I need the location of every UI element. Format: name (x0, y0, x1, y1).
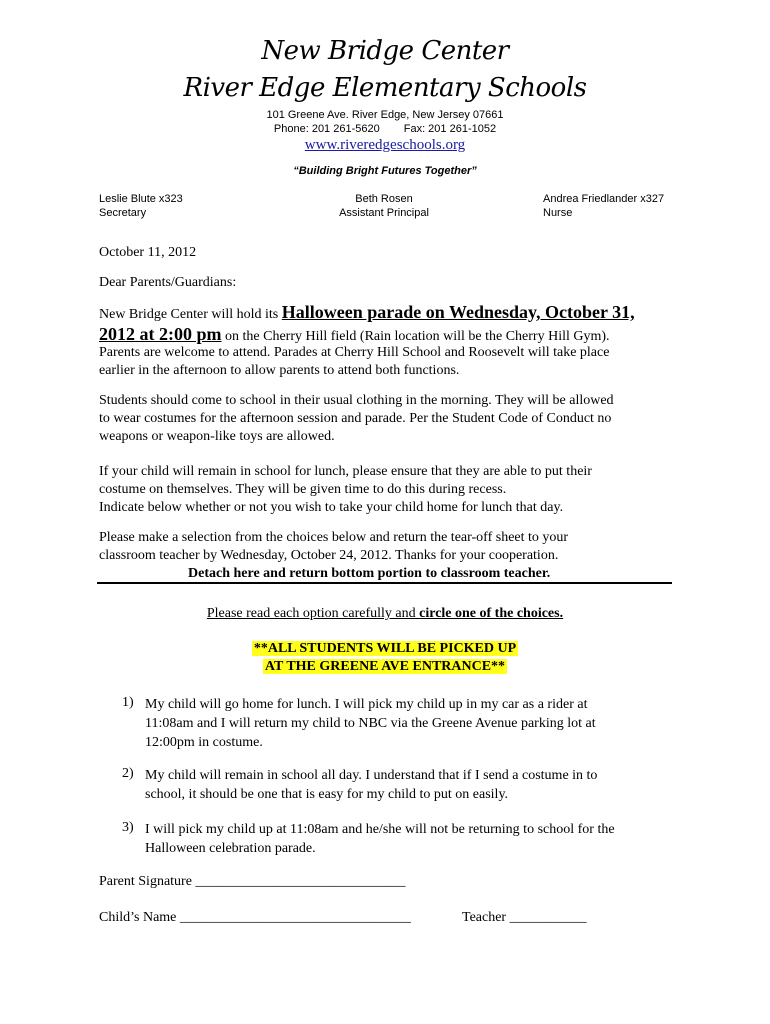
parade-date-highlight: Halloween parade on Wednesday, October 31, (281, 302, 635, 322)
school-district-heading: River Edge Elementary Schools (183, 73, 587, 103)
option-2-number: 2) (122, 766, 134, 781)
school-motto: “Building Bright Futures Together” (293, 165, 477, 177)
paragraph-1-line-3: Parents are welcome to attend. Parades at Cherry Hill School and Roosevelt will take place (99, 345, 610, 360)
tear-off-line (97, 582, 672, 584)
option-line: My child will remain in school all day. I understand that if I send a costume in to (145, 768, 598, 783)
fax-number: Fax: 201 261-1052 (403, 123, 497, 135)
letter-salutation: Dear Parents/Guardians: (99, 275, 237, 290)
option-line: My child will go home for lunch. I will pick my child up in my car as a rider at (145, 697, 588, 712)
parade-time-highlight: 2012 at 2:00 pm (99, 324, 222, 344)
pickup-notice-line-2 (0, 659, 770, 675)
paragraph-2-line-2: to wear costumes for the afternoon session and parade. Per the Student Code of Conduct no (99, 411, 612, 426)
paragraph-4-line-2: classroom teacher by Wednesday, October 24, 2012. Thanks for your cooperation. (99, 548, 559, 563)
child-name-field[interactable]: Child’s Name _________________________________ (99, 910, 411, 925)
paragraph-3-line-3: Indicate below whether or not you wish to take your child home for lunch that day. (99, 500, 564, 515)
paragraph-2-line-1: Students should come to school in their usual clothing in the morning. They will be allowed (99, 393, 614, 408)
option-line: 12:00pm in costume. (145, 735, 263, 750)
highlighted-text: AT THE GREENE AVE ENTRANCE** (264, 659, 506, 674)
option-line: Halloween celebration parade. (145, 841, 316, 856)
option-1-number: 1) (122, 695, 134, 710)
staff-role: Secretary (99, 207, 147, 219)
option-2-text[interactable] (145, 766, 597, 804)
contact-line (0, 123, 770, 135)
option-3-text[interactable] (145, 820, 615, 858)
staff-role: Assistant Principal (339, 207, 429, 219)
option-line: 11:08am and I will return my child to NBC via the Greene Avenue parking lot at (145, 716, 596, 731)
text-run: on the Cherry Hill field (Rain location will be the Cherry Hill Gym). (221, 329, 610, 344)
school-website-link[interactable]: www.riveredgeschools.org (304, 137, 466, 153)
paragraph-2-line-3: weapons or weapon-like toys are allowed. (99, 429, 335, 444)
highlighted-text: **ALL STUDENTS WILL BE PICKED UP (253, 641, 517, 656)
paragraph-1-line-4: earlier in the afternoon to allow parents to attend both functions. (99, 363, 460, 378)
paragraph-1-line-1 (99, 303, 635, 325)
letter-date: October 11, 2012 (99, 245, 197, 260)
option-3-number: 3) (122, 820, 134, 835)
option-1-text[interactable] (145, 695, 596, 752)
circle-choice-emphasis: circle one of the choices. (419, 606, 564, 621)
paragraph-3-line-2: costume on themselves. They will be given time to do this during recess. (99, 482, 507, 497)
option-line: school, it should be one that is easy for my child to put on easily. (145, 787, 509, 802)
staff-name: Beth Rosen (355, 193, 413, 205)
text-run: New Bridge Center will hold its (99, 307, 282, 322)
pickup-notice-line-1 (0, 641, 770, 657)
staff-name: Andrea Friedlander x327 (543, 193, 665, 205)
parent-signature-field[interactable]: Parent Signature ______________________________ (99, 874, 406, 889)
staff-nurse (543, 192, 664, 220)
paragraph-3-line-1: If your child will remain in school for lunch, please ensure that they are able to put their (99, 464, 592, 479)
option-line: I will pick my child up at 11:08am and he/she will not be returning to school for the (145, 822, 615, 837)
tearoff-instruction (0, 606, 770, 622)
phone-number: Phone: 201 261-5620 (273, 123, 380, 135)
staff-name: Leslie Blute x323 (99, 193, 183, 205)
detach-instruction: Detach here and return bottom portion to classroom teacher. (188, 566, 551, 581)
center-name-heading: New Bridge Center (261, 36, 509, 66)
staff-secretary (99, 192, 183, 220)
staff-assistant-principal (339, 192, 429, 220)
text-run: Please read each option carefully and (206, 606, 420, 621)
paragraph-4-line-1: Please make a selection from the choices below and return the tear-off sheet to your (99, 530, 569, 545)
school-address: 101 Greene Ave. River Edge, New Jersey 07661 (266, 109, 504, 121)
staff-role: Nurse (543, 207, 573, 219)
teacher-field[interactable]: Teacher ___________ (462, 910, 587, 925)
